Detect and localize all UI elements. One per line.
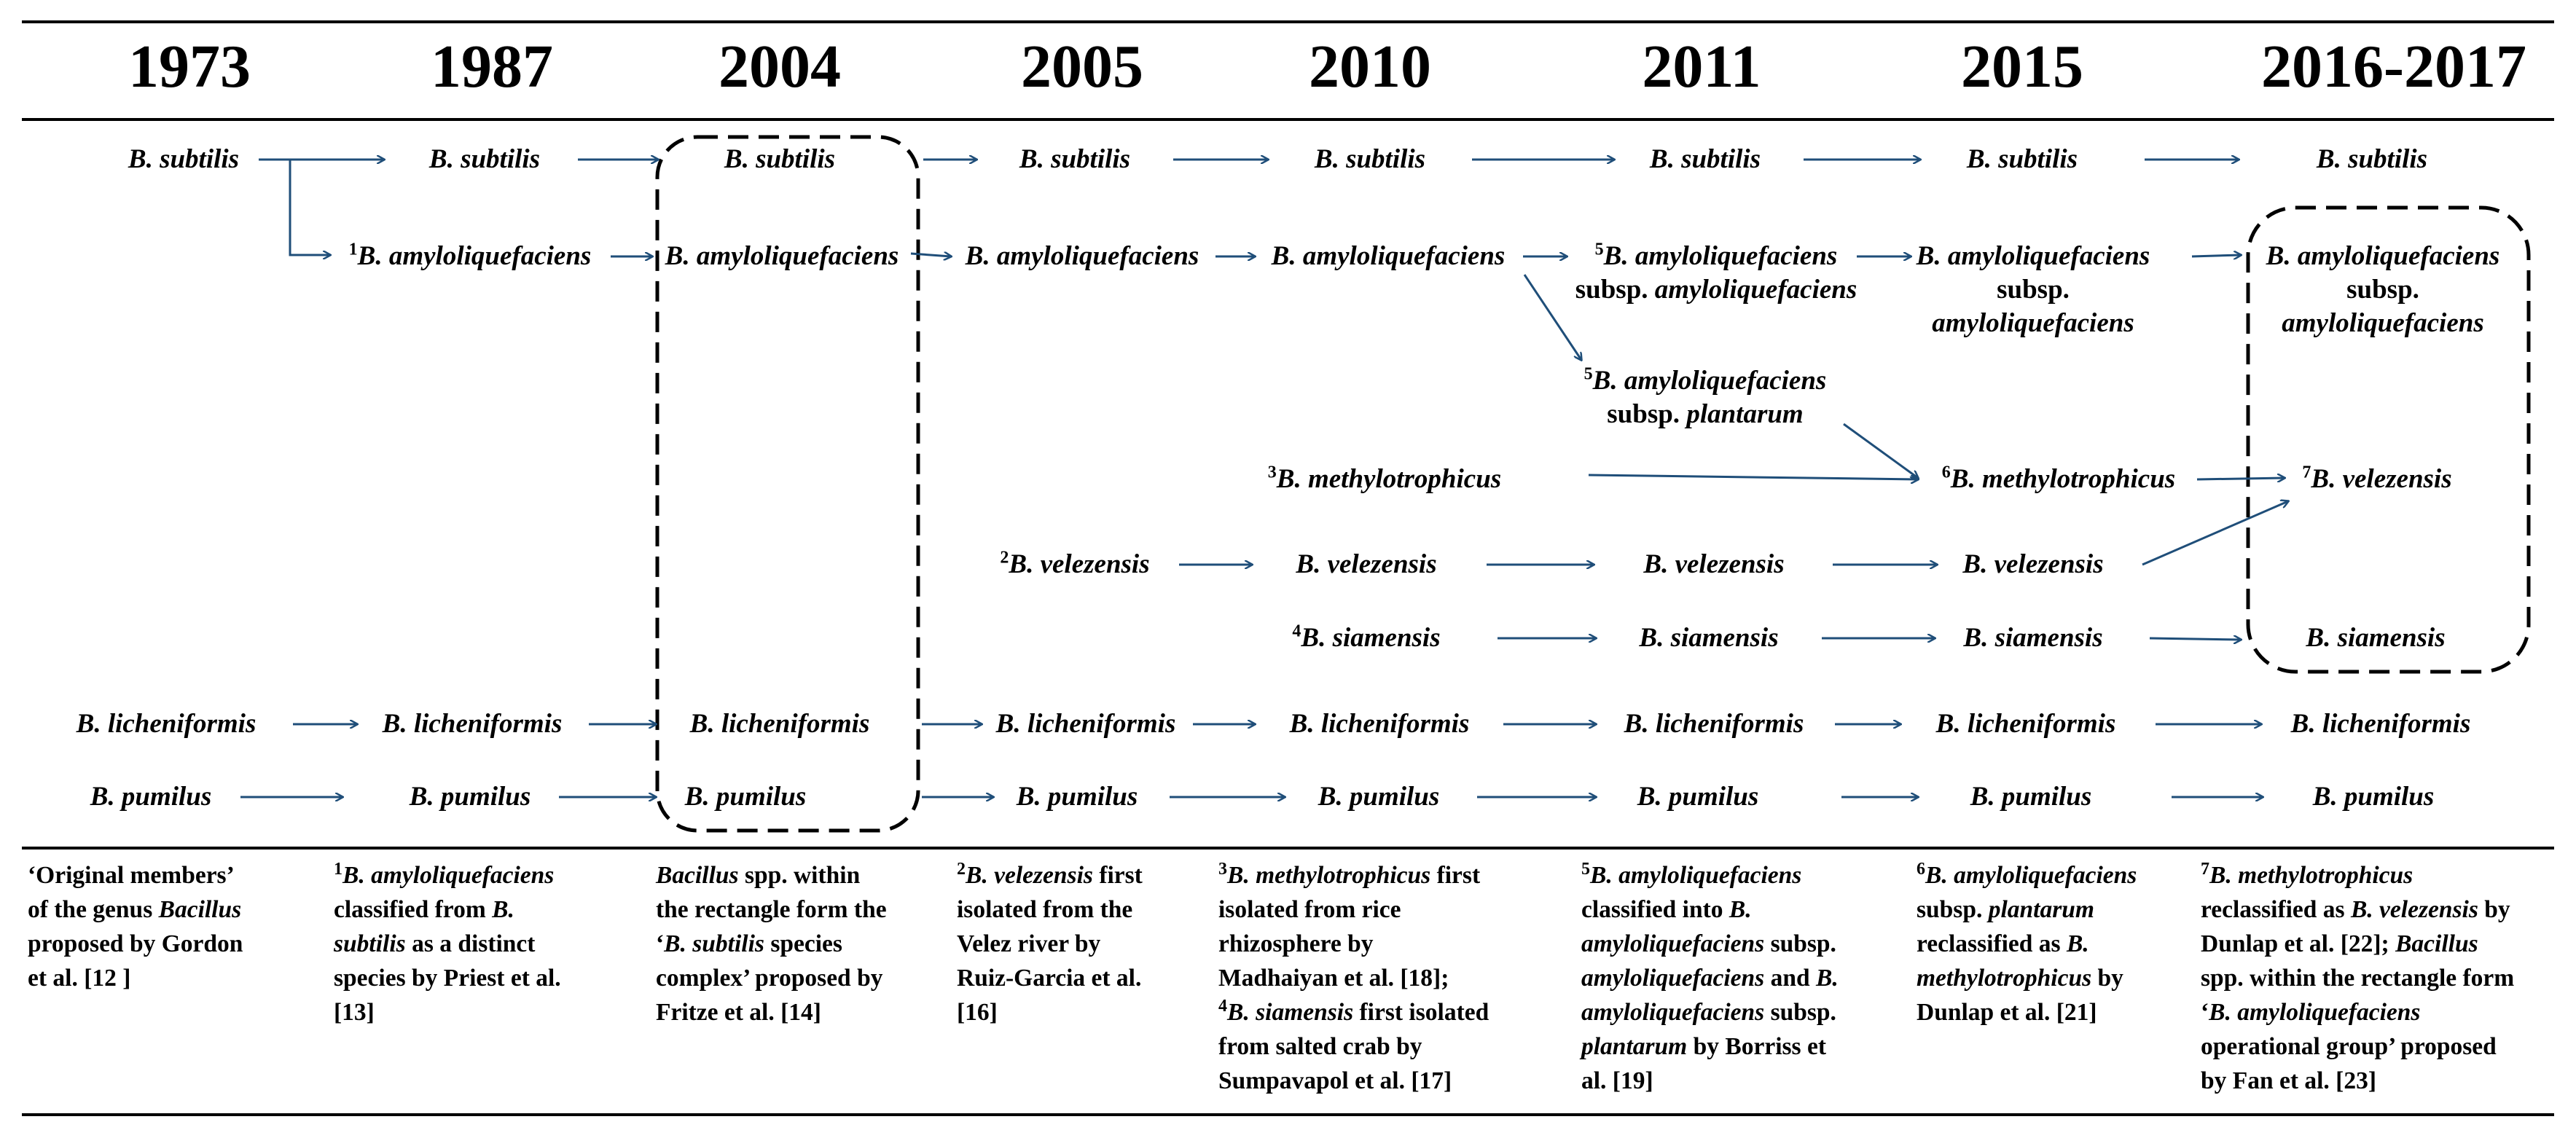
node-siamensis-2010 <box>1292 621 1440 655</box>
node-lich-2015: B. licheniformis <box>1935 709 2116 739</box>
note-line: methylotrophicus by <box>1917 965 2123 992</box>
note-2010 <box>1218 858 1561 1098</box>
note-line: Velez river by <box>957 930 1101 957</box>
node-lich-2005: B. licheniformis <box>995 709 1176 739</box>
year-1987: 1987 <box>431 33 553 101</box>
node-pum-2016: B. pumilus <box>2312 782 2435 812</box>
node-methylo-2010 <box>1268 463 1501 496</box>
node-amylo-2016-line1: B. amyloliquefaciens <box>2266 241 2500 271</box>
arrow-subtilis-1973-amylo-1987 <box>290 160 330 255</box>
node-amylo-2015-line1: B. amyloliquefaciens <box>1916 241 2150 271</box>
note-line: ‘B. amyloliquefaciens <box>2201 999 2421 1026</box>
note-line: $^2$B. velezensis first <box>957 859 1143 889</box>
node-plantarum-2011 <box>1584 364 1827 431</box>
node-pum-2004: B. pumilus <box>684 782 807 812</box>
node-subtilis-2015: B. subtilis <box>1966 144 2078 174</box>
note-line: reclassified as B. velezensis by <box>2201 896 2510 923</box>
footnote-marker: 6 <box>1941 463 1951 482</box>
node-amylo-2015-line3: amyloliquefaciens <box>1932 308 2134 338</box>
node-amylo-2011 <box>1575 240 1857 307</box>
note-line: Dunlap et al. [21] <box>1917 999 2097 1026</box>
note-line: Madhaiyan et al. [18]; <box>1218 965 1449 992</box>
node-siamensis-2015: B. siamensis <box>1963 623 2103 653</box>
arrow-siamensis-2015-2016 <box>2150 638 2241 640</box>
note-line: subtilis as a distinct <box>334 930 536 957</box>
node-amylo-2016 <box>2266 240 2500 340</box>
node-lich-1987: B. licheniformis <box>382 709 563 739</box>
node-subtilis-2004: B. subtilis <box>724 144 836 174</box>
node-pum-1987: B. pumilus <box>409 782 531 812</box>
note-2004 <box>656 858 947 1029</box>
note-line: classified from B. <box>334 896 514 923</box>
note-line: by Fan et al. [23] <box>2201 1067 2376 1094</box>
note-line: Sumpavapol et al. [17] <box>1218 1067 1452 1094</box>
node-lich-2016: B. licheniformis <box>2290 709 2471 739</box>
footnote-marker: 7 <box>2302 463 2311 482</box>
footnote-marker: 3 <box>1267 463 1277 482</box>
year-2015: 2015 <box>1961 33 2083 101</box>
node-lich-2004: B. licheniformis <box>689 709 870 739</box>
node-methylo-2015-name: B. methylotrophicus <box>1950 464 2176 494</box>
node-subtilis-2005: B. subtilis <box>1019 144 1131 174</box>
node-amylo-2010: B. amyloliquefaciens <box>1271 241 1506 271</box>
arrow-methylo-2015-velezensis-2016 <box>2197 478 2285 479</box>
subsp-label: subsp. <box>1575 275 1655 305</box>
note-line: $^3$B. methylotrophicus first <box>1218 859 1481 889</box>
node-lich-2010: B. licheniformis <box>1289 709 1470 739</box>
note-2005 <box>957 858 1219 1029</box>
note-line: Fritze et al. [14] <box>656 999 821 1026</box>
node-pum-2011: B. pumilus <box>1637 782 1759 812</box>
note-line: isolated from rice <box>1218 896 1401 923</box>
note-line: et al. [12 ] <box>28 965 131 992</box>
arrow-velezensis-2015-2016 <box>2142 501 2288 565</box>
note-line: rhizosphere by <box>1218 930 1374 957</box>
note-line: of the genus Bacillus <box>28 896 242 923</box>
subsp-label: subsp. <box>1997 275 2070 305</box>
year-2016-2017: 2016-2017 <box>2261 33 2526 101</box>
node-lich-2011: B. licheniformis <box>1624 709 1804 739</box>
note-line: complex’ proposed by <box>656 965 883 992</box>
node-subtilis-2010: B. subtilis <box>1314 144 1426 174</box>
note-1973 <box>28 858 305 995</box>
note-line: al. [19] <box>1581 1067 1653 1094</box>
note-line: $^1$B. amyloliquefaciens <box>334 859 555 889</box>
arrow-plantarum-methylo-2015 <box>1844 424 1918 478</box>
note-line: $^7$B. methylotrophicus <box>2201 859 2413 889</box>
note-line: $^6$B. amyloliquefaciens <box>1917 859 2137 889</box>
node-methylo-2015 <box>1942 463 2175 496</box>
note-line: $^5$B. amyloliquefaciens <box>1581 859 1802 889</box>
footnote-marker: 5 <box>1583 364 1593 384</box>
node-pum-2015: B. pumilus <box>1970 782 2092 812</box>
node-subtilis-2011: B. subtilis <box>1649 144 1761 174</box>
arrow-amylo-2010-plantarum <box>1524 275 1581 360</box>
year-2011: 2011 <box>1642 33 1761 101</box>
node-siamensis-2010-name: B. siamensis <box>1301 623 1441 653</box>
note-line: $^4$B. siamensis first isolated <box>1218 996 1489 1026</box>
node-plantarum-line2: plantarum <box>1686 399 1804 429</box>
node-amylo-1987-name: B. amyloliquefaciens <box>357 241 592 271</box>
year-1973: 1973 <box>128 33 251 101</box>
note-line: the rectangle form the <box>656 896 887 923</box>
note-line: isolated from the <box>957 896 1133 923</box>
node-subtilis-1973: B. subtilis <box>128 144 240 174</box>
footnote-marker: 2 <box>1000 548 1009 568</box>
node-lich-1973: B. licheniformis <box>76 709 257 739</box>
node-amylo-2011-line2: amyloliquefaciens <box>1654 275 1857 305</box>
note-line: spp. within the rectangle form <box>2201 965 2515 992</box>
note-line: classified into B. <box>1581 896 1752 923</box>
note-line: ‘B. subtilis species <box>656 930 842 957</box>
note-1987 <box>334 858 640 1029</box>
node-pum-2010: B. pumilus <box>1318 782 1440 812</box>
note-line: [13] <box>334 999 375 1026</box>
node-amylo-2011-line1: B. amyloliquefaciens <box>1603 241 1838 271</box>
node-velezensis-2016-name: B. velezensis <box>2311 464 2452 494</box>
note-line: species by Priest et al. <box>334 965 561 992</box>
note-line: Dunlap et al. [22]; Bacillus <box>2201 930 2478 957</box>
note-line: amyloliquefaciens and B. <box>1581 965 1839 992</box>
footnote-marker: 5 <box>1594 240 1604 259</box>
note-line: proposed by Gordon <box>28 930 243 957</box>
note-line: reclassified as B. <box>1917 930 2089 957</box>
node-siamensis-2016: B. siamensis <box>2306 623 2446 653</box>
note-line: amyloliquefaciens subsp. <box>1581 930 1836 957</box>
node-subtilis-2016: B. subtilis <box>2316 144 2428 174</box>
note-line: Ruiz-Garcia et al. <box>957 965 1142 992</box>
node-methylo-2010-name: B. methylotrophicus <box>1276 464 1502 494</box>
node-velezensis-2011: B. velezensis <box>1643 549 1785 579</box>
node-amylo-1987 <box>349 240 592 273</box>
note-line: plantarum by Borriss et <box>1581 1033 1826 1060</box>
year-2010: 2010 <box>1309 33 1431 101</box>
node-amylo-2004: B. amyloliquefaciens <box>665 241 899 271</box>
note-line: subsp. plantarum <box>1917 896 2094 923</box>
arrow-amylo-2015-2016 <box>2192 255 2241 256</box>
note-2015 <box>1917 858 2223 1029</box>
note-line: [16] <box>957 999 998 1026</box>
node-velezensis-2016 <box>2302 463 2451 496</box>
note-line: ‘Original members’ <box>28 862 235 889</box>
node-pum-2005: B. pumilus <box>1016 782 1138 812</box>
note-2016-2017 <box>2201 858 2569 1098</box>
node-plantarum-line1: B. amyloliquefaciens <box>1592 366 1827 396</box>
year-2005: 2005 <box>1021 33 1143 101</box>
node-velezensis-2010: B. velezensis <box>1296 549 1437 579</box>
note-line: operational group’ proposed <box>2201 1033 2497 1060</box>
node-pum-1973: B. pumilus <box>90 782 212 812</box>
node-velezensis-2005-name: B. velezensis <box>1009 549 1150 579</box>
footnote-marker: 4 <box>1292 621 1301 641</box>
note-line: Bacillus spp. within <box>656 862 861 889</box>
node-velezensis-2005 <box>1000 548 1149 581</box>
subsp-label: subsp. <box>1607 399 1687 429</box>
note-line: amyloliquefaciens subsp. <box>1581 999 1836 1026</box>
note-2011 <box>1581 858 1902 1098</box>
note-line: from salted crab by <box>1218 1033 1422 1060</box>
year-2004: 2004 <box>719 33 841 101</box>
footnote-marker: 1 <box>348 240 358 259</box>
node-siamensis-2011: B. siamensis <box>1639 623 1779 653</box>
node-amylo-2016-line3: amyloliquefaciens <box>2282 308 2484 338</box>
node-subtilis-1987: B. subtilis <box>428 144 541 174</box>
node-amylo-2015 <box>1917 240 2150 340</box>
arrow-methylo-2010-2015 <box>1589 475 1918 479</box>
node-velezensis-2015: B. velezensis <box>1962 549 2104 579</box>
node-amylo-2005: B. amyloliquefaciens <box>965 241 1199 271</box>
subsp-label: subsp. <box>2346 275 2419 305</box>
